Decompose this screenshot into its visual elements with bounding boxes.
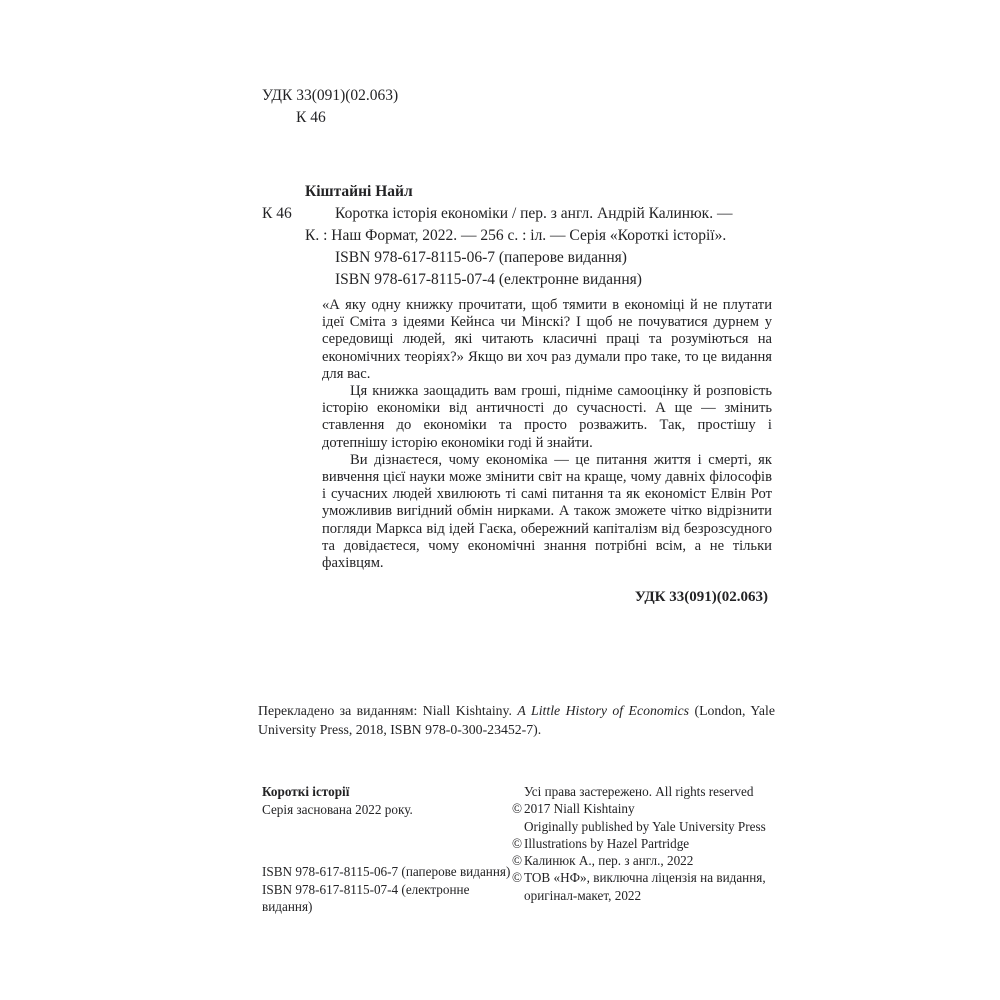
- colophon-isbn-digital: ISBN 978-617-8115-07-4 (електронне видання): [262, 881, 470, 914]
- colophon-isbn-print: ISBN 978-617-8115-06-7 (паперове видання): [262, 864, 511, 879]
- copyright-symbol: ©: [512, 870, 523, 886]
- translation-note-prefix: Перекладено за виданням: Niall Kishtainy.: [258, 703, 518, 718]
- annotation-paragraph-2: Ця книжка заощадить вам гроші, підніме самооцінку й розповість історію економіки від античності до сучасності. А ще — змінить ставлення до економіки та просто розважить. Так, простішу і дотепнішу історію економіки годі й знайти.: [322, 383, 772, 451]
- copyright-symbol: ©: [512, 853, 523, 869]
- catalog-entry-line-2: К. : Наш Формат, 2022. — 256 с. : іл. — Серія «Короткі історії».: [305, 227, 727, 244]
- annotation-paragraph-3: Ви дізнаєтеся, чому економіка — це питання життя і смерті, як вивчення цієї науки може змінити світ на краще, чому давніх філософів і сучасних людей хвилюють ті самі питання та як економіст Елвін Рот уможливив вигідний обмін нирками. А також зможете чітко відрізнити погляди Маркса від ідей Гаєка, обережний капіталізм від безрозсудного та довідаєтеся, чому економічні знання потрібні всім, а не тільки фахівцям.: [322, 451, 772, 572]
- catalog-entry-line-1: Коротка історія економіки / пер. з англ. Андрій Калинюк. —: [335, 205, 733, 222]
- publisher-license-text: ТОВ «НФ», виключна ліцензія на видання, оригінал-макет, 2022: [524, 870, 766, 903]
- translation-source-note: [258, 702, 775, 739]
- rights-reserved-text: Усі права застережено. All rights reserved: [524, 784, 754, 799]
- series-block: [262, 783, 512, 916]
- series-note: Серія заснована 2022 року.: [262, 801, 413, 817]
- copyright-author-text: 2017 Niall Kishtainy: [524, 801, 635, 817]
- udk-code-top: УДК 33(091)(02.063): [262, 87, 399, 104]
- author-name: Кіштайні Найл: [305, 183, 413, 200]
- annotation-block: [322, 297, 772, 572]
- author-sign-top: К 46: [296, 109, 326, 126]
- author-sign-entry: К 46: [262, 205, 292, 222]
- illustrations-credit-text: Illustrations by Hazel Partridge: [524, 835, 690, 851]
- catalog-entry: [262, 203, 774, 247]
- translator-credit-line: [512, 852, 777, 869]
- translator-credit-text: Калинюк А., пер. з англ., 2022: [524, 853, 694, 869]
- udk-code-bottom: УДК 33(091)(02.063): [634, 589, 768, 605]
- copyright-symbol: ©: [512, 835, 523, 851]
- original-publisher-text: Originally published by Yale University Press: [524, 818, 766, 834]
- translation-note-suffix: (London, Yale University Press, 2018, ISBN 978-0-300-23452-7).: [258, 703, 776, 737]
- series-title: Короткі історії: [262, 784, 350, 799]
- copyright-symbol: ©: [512, 801, 523, 817]
- annotation-paragraph-1: «А яку одну книжку прочитати, щоб тямити в економіці й не плутати ідеї Сміта з ідеями Кейнса чи Мінскі? І щоб не почуватися дурнем у середовищі людей, які читають класичні праці та розуміються на економічних теоріях?» Якщо ви хоч раз думали про таке, то це видання для вас.: [322, 297, 772, 382]
- original-title: A Little History of Economics: [517, 703, 690, 718]
- copyright-author-line: [512, 800, 777, 817]
- original-publisher-line: [512, 818, 777, 835]
- publisher-license-line: [512, 869, 777, 904]
- isbn-digital: ISBN 978-617-8115-07-4 (електронне видання): [335, 271, 642, 288]
- illustrations-credit-line: [512, 835, 777, 852]
- rights-reserved-line: [512, 783, 777, 800]
- catalog-card: [262, 181, 774, 291]
- copyright-block: [512, 783, 777, 904]
- isbn-print: ISBN 978-617-8115-06-7 (паперове видання): [335, 249, 627, 266]
